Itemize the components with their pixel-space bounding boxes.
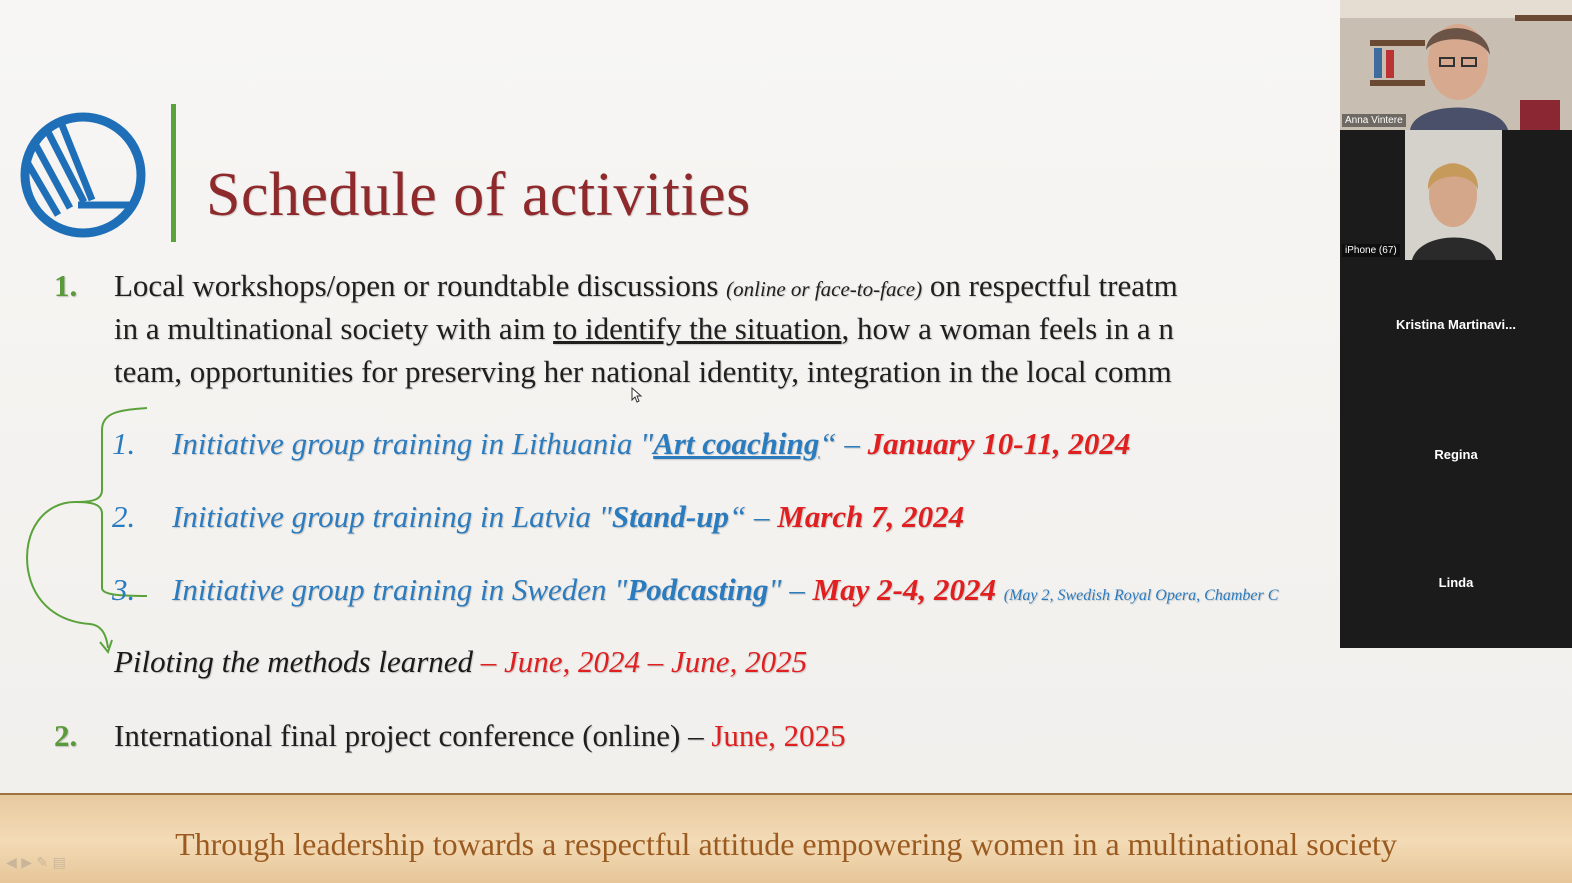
sub-item-1-close: “ – xyxy=(819,426,868,461)
participant-name-2: iPhone (67) xyxy=(1342,244,1400,257)
participant-tile-1[interactable] xyxy=(1340,0,1572,130)
sub-item-2-number: 2. xyxy=(112,499,136,534)
sub-item-2-date: March 7, 2024 xyxy=(777,499,965,534)
item-2-date: June, 2025 xyxy=(711,718,846,753)
item-1-line-3-d: , integration xyxy=(791,354,942,389)
item-1-note: (online or face-to-face) xyxy=(726,277,923,301)
sub-item-2-close: “ – xyxy=(729,499,778,534)
item-1-line-3-c: her national identity xyxy=(535,354,792,389)
participants-panel xyxy=(1340,0,1572,648)
participant-video-2 xyxy=(1340,130,1572,260)
title-divider xyxy=(171,104,176,242)
participant-name-1: Anna Vintere xyxy=(1342,114,1406,127)
sub-item-2-text: Initiative group training in Latvia " xyxy=(172,499,612,534)
item-1-line-2-a: in a multinational society with aim xyxy=(114,311,554,346)
item-2-online: (online) – xyxy=(574,718,712,753)
sub-item-1-date: January 10-11, 2024 xyxy=(867,426,1131,461)
participant-video-1 xyxy=(1340,0,1572,130)
sub-item-3-date: May 2-4, 2024 xyxy=(812,572,996,607)
item-2-line xyxy=(114,714,1354,757)
piloting-dash: – xyxy=(473,644,505,679)
sub-item-2 xyxy=(172,499,964,535)
footer-tagline: Through leadership towards a respectful attitude empowering women in a multinational society xyxy=(175,826,1397,862)
item-1-line-2-b: , how a woman xyxy=(841,311,1039,346)
sub-item-1-text: Initiative group training in Lithuania " xyxy=(172,426,654,461)
sub-item-1-number: 1. xyxy=(112,426,136,461)
slide-title: Schedule of activities xyxy=(206,161,751,229)
item-1-line-2-underlined: to identify the situation xyxy=(553,311,842,346)
sub-item-3 xyxy=(172,572,1278,608)
sub-item-3-name: Podcasting xyxy=(627,572,769,607)
slide-nav-controls-icon[interactable]: ◀ ▶ ✎ ▤ xyxy=(6,855,66,871)
item-1-line-2-c: feel xyxy=(1038,311,1086,346)
participant-name-5: Linda xyxy=(1438,575,1474,590)
item-1-line-3-e: in the local comm xyxy=(941,354,1172,389)
item-1-line-1 xyxy=(114,264,1354,311)
item-1-line-2-d: s in a n xyxy=(1085,311,1174,346)
sub-item-2-name: Stand-up xyxy=(611,499,729,534)
sub-item-3-text: Initiative group training in Sweden " xyxy=(172,572,628,607)
sub-item-3-number: 3. xyxy=(112,572,136,607)
nordic-council-logo-icon xyxy=(18,110,148,240)
sub-item-1-link[interactable]: Art coaching xyxy=(653,426,820,461)
participant-tile-4[interactable] xyxy=(1340,390,1572,520)
participant-tile-5[interactable] xyxy=(1340,518,1572,648)
piloting-date: June, 2024 – June, 2025 xyxy=(504,644,808,679)
item-2-text: International final project conference xyxy=(114,718,575,753)
mouse-cursor-icon xyxy=(631,387,643,403)
item-1-heading: Local workshops/open or roundtable discussions xyxy=(114,268,719,303)
participant-tile-3[interactable] xyxy=(1340,260,1572,390)
item-1-number: 1. xyxy=(54,268,78,303)
item-1-line-3 xyxy=(114,350,1354,393)
item-1-line-3-b: opportunities for preserving xyxy=(189,354,536,389)
item-1-line-2 xyxy=(114,307,1354,350)
sub-item-3-note: (May 2, Swedish Royal Opera, Chamber C xyxy=(1003,587,1279,604)
item-1-line-3-a: team, xyxy=(114,354,190,389)
item-2-number: 2. xyxy=(54,718,78,753)
piloting-text: Piloting the methods learned xyxy=(114,644,474,679)
sub-item-1 xyxy=(172,426,1130,462)
sub-item-3-close: " – xyxy=(768,572,813,607)
participant-name-4: Regina xyxy=(1434,447,1478,462)
piloting-line xyxy=(114,644,807,680)
participant-name-3: Kristina Martinavi... xyxy=(1396,317,1516,332)
participant-tile-2[interactable] xyxy=(1340,130,1572,260)
item-1-heading-rest: on respectful treatm xyxy=(922,268,1178,303)
